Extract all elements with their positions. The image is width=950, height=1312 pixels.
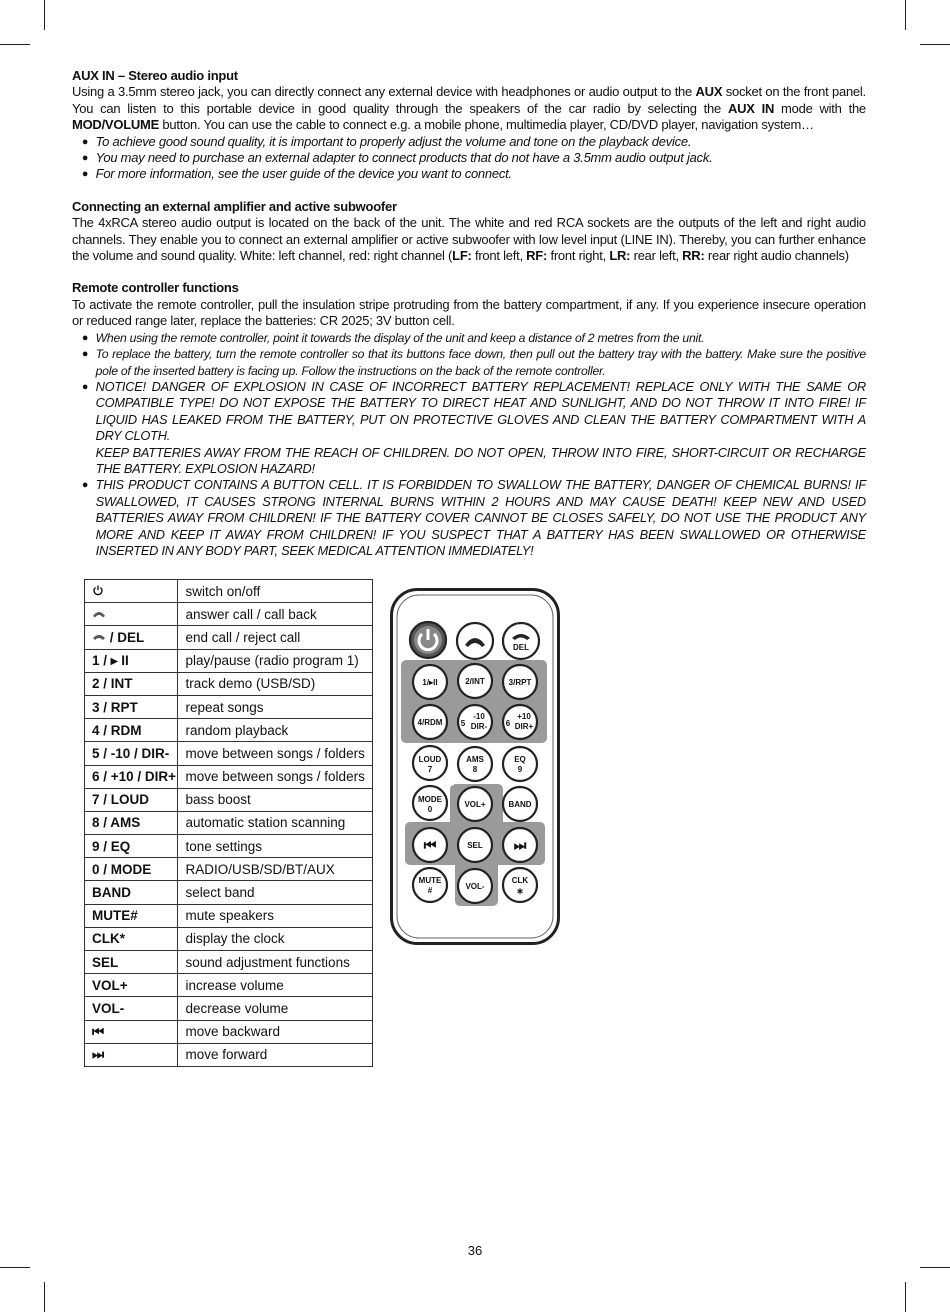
key-description: end call / reject call [178,626,373,649]
key-label: 2 / INT [92,676,133,692]
crop-mark [44,0,45,30]
svg-text:VOL+: VOL+ [464,800,486,809]
key-cell [85,672,178,695]
table-row [85,904,373,927]
key-description: select band [178,881,373,904]
table-row [85,626,373,649]
key-cell [85,881,178,904]
list-item: ● You may need to purchase an external adapter to connect products that do not have a 3.5mm audio output jack. [72,150,866,166]
key-cell [85,997,178,1020]
key-cell [85,1020,178,1043]
svg-text:CLK: CLK [511,876,529,885]
section-title: Connecting an external amplifier and active subwoofer [72,198,397,214]
key-label: ⏮ [92,1023,105,1039]
key-cell [85,649,178,672]
phone-hangup-icon [92,630,106,645]
key-label: VOL- [92,1000,125,1016]
table-row [85,1020,373,1043]
table-row [85,580,373,603]
key-description: move forward [178,1043,373,1066]
key-label: 5 / -10 / DIR- [92,745,170,761]
svg-text:9: 9 [517,765,523,774]
key-description: move backward [178,1020,373,1043]
svg-text:⏮: ⏮ [423,837,437,853]
table-row [85,974,373,997]
key-description: switch on/off [178,580,373,603]
table-row [85,649,373,672]
key-label: 9 / EQ [92,838,131,854]
key-cell [85,695,178,718]
list-item: ● THIS PRODUCT CONTAINS A BUTTON CELL. IT IS FORBIDDEN TO SWALLOW THE BATTERY, DANGER OF CHEMICAL BURNS! IF SWALLOWED, IT CAUSES STRONG INTERNAL BURNS WITHIN 2 HOURS AND MAY CAUSE DEATH! KEEP NEW AND USED BATTERIES AWAY FROM CHILDREN! IF THE BATTERY COVER CANNOT BE CLOSES SAFELY, DO NOT USE THE PRODUCT ANY MORE AND KEEP IT AWAY FROM CHILDREN! IF YOU SUSPECT THAT A BATTERY HAS BEEN SWALLOWED OR OTHERWISE INSERTED IN ANY BODY PART, SEEK MEDICAL ATTENTION IMMEDIATELY! [72,477,866,559]
key-label: 6 / +10 / DIR+ [92,769,177,785]
key-label: 0 / MODE [92,861,152,877]
table-row [85,951,373,974]
key-description: tone settings [178,835,373,858]
key-cell [85,580,178,603]
table-row [85,603,373,626]
key-description: random playback [178,719,373,742]
svg-text:BAND: BAND [508,800,532,809]
key-cell [85,835,178,858]
svg-text:#: # [427,886,433,895]
key-description: display the clock [178,927,373,950]
table-row [85,997,373,1020]
key-description: track demo (USB/SD) [178,672,373,695]
table-row [85,927,373,950]
key-description: bass boost [178,788,373,811]
svg-text:∗: ∗ [516,886,524,896]
key-description: automatic station scanning [178,811,373,834]
key-description: move between songs / folders [178,742,373,765]
key-description: answer call / call back [178,603,373,626]
key-label: 7 / LOUD [92,792,150,808]
svg-text:2/INT: 2/INT [465,677,485,686]
remote-control-image [390,588,560,945]
key-description: play/pause (radio program 1) [178,649,373,672]
key-cell [85,765,178,788]
svg-text:7: 7 [427,765,433,774]
key-cell [85,858,178,881]
svg-text:LOUD: LOUD [418,755,442,764]
svg-text:8: 8 [472,765,478,774]
key-label: VOL+ [92,977,128,993]
key-label: 4 / RDM [92,722,142,738]
document-body [72,68,866,575]
svg-text:+10: +10 [517,712,531,721]
key-label: SEL [92,954,119,970]
svg-text:6: 6 [505,719,511,728]
svg-text:MUTE: MUTE [418,876,442,885]
key-cell [85,788,178,811]
key-label: / DEL [106,629,145,645]
crop-mark [920,1267,950,1268]
svg-text:DIR-: DIR- [470,722,488,731]
key-cell [85,742,178,765]
paragraph: To activate the remote controller, pull the insulation stripe protruding from the battery compartment, if any. If you experience insecure operation or reduced range later, replace the batteries: CR 2025; 3V button cell. [72,296,866,329]
svg-text:-10: -10 [473,712,485,721]
section-title: Remote controller functions [72,280,239,296]
svg-text:SEL: SEL [467,841,483,850]
key-description: repeat songs [178,695,373,718]
list-item: ● For more information, see the user guide of the device you want to connect. [72,166,866,182]
key-cell [85,626,178,649]
table-row [85,835,373,858]
table-row [85,672,373,695]
svg-text:VOL-: VOL- [465,882,485,891]
key-cell [85,974,178,997]
table-row [85,858,373,881]
table-row [85,881,373,904]
table-row [85,719,373,742]
table-row [85,1043,373,1066]
remote-keys-table [84,579,373,1067]
crop-mark [905,1282,906,1312]
key-cell [85,927,178,950]
svg-text:4/RDM: 4/RDM [417,718,443,727]
bullet-list [72,330,866,560]
list-item: ● When using the remote controller, point it towards the display of the unit and keep a distance of 2 metres from the unit. [72,330,866,346]
key-cell [85,603,178,626]
page-number: 36 [467,1243,483,1258]
crop-mark [920,44,950,45]
section-remote [72,280,866,559]
table-row [85,742,373,765]
crop-mark [905,0,906,30]
key-description: increase volume [178,974,373,997]
key-label: ⏭ [92,1046,105,1062]
svg-text:3/RPT: 3/RPT [508,678,532,687]
table-row [85,811,373,834]
key-label: BAND [92,885,131,901]
list-item: ● To achieve good sound quality, it is important to properly adjust the volume and tone on the playback device. [72,134,866,150]
crop-mark [44,1282,45,1312]
key-label: 1 / ▸ II [92,652,129,668]
key-cell [85,951,178,974]
table-row [85,695,373,718]
section-amplifier [72,199,866,265]
key-cell [85,811,178,834]
key-label: 8 / AMS [92,815,141,831]
svg-text:DIR+: DIR+ [514,722,534,731]
list-item: ● To replace the battery, turn the remote controller so that its buttons face down, then pull out the battery tray with the battery. Make sure the positive pole of the inserted battery is facing up. Follow the instructions on the back of the remote controller. [72,346,866,379]
table-row [85,788,373,811]
svg-text:DEL: DEL [513,643,529,652]
crop-mark [0,1267,30,1268]
key-description: move between songs / folders [178,765,373,788]
section-aux-in [72,68,866,183]
svg-text:1/▸II: 1/▸II [422,678,438,687]
phone-answer-icon [92,607,106,622]
key-description: sound adjustment functions [178,951,373,974]
svg-text:5: 5 [460,719,466,728]
bullet-list [72,134,866,183]
key-description: mute speakers [178,904,373,927]
power-icon [92,584,104,599]
key-description: decrease volume [178,997,373,1020]
svg-text:EQ: EQ [514,755,526,764]
key-cell [85,1043,178,1066]
svg-text:AMS: AMS [466,755,484,764]
svg-text:⏭: ⏭ [513,837,527,853]
key-cell [85,904,178,927]
key-cell [85,719,178,742]
key-label: MUTE# [92,908,138,924]
section-title: AUX IN – Stereo audio input [72,68,238,83]
svg-text:MODE: MODE [418,795,442,804]
table-row [85,765,373,788]
key-description: RADIO/USB/SD/BT/AUX [178,858,373,881]
svg-text:0: 0 [427,805,433,814]
crop-mark [0,44,30,45]
list-item: ● NOTICE! DANGER OF EXPLOSION IN CASE OF INCORRECT BATTERY REPLACEMENT! REPLACE ONLY WITH THE SAME OR COMPATIBLE TYPE! DO NOT EXPOSE THE BATTERY TO DIRECT HEAT AND SUNLIGHT, AND DO NOT THROW IT INTO FIRE! IF LIQUID HAS LEAKED FROM THE BATTERY, PUT ON PROTECTIVE GLOVES AND CLEAN THE BATTERY COMPARTMENT WITH A DRY CLOTH. KEEP BATTERIES AWAY FROM THE REACH OF CHILDREN. DO NOT OPEN, THROW INTO FIRE, SHORT-CIRCUIT OR RECHARGE THE BATTERY. EXPLOSION HAZARD! [72,379,866,477]
paragraph: Using a 3.5mm stereo jack, you can directly connect any external device with headphones or audio output to the AUX socket on the front panel. You can listen to this portable device in good quality through the speakers of the car radio by selecting the AUX IN mode with the MOD/VOLUME button. You can use the cable to connect e.g. a mobile phone, multimedia player, CD/DVD player, navigation system… [72,84,866,133]
paragraph: The 4xRCA stereo audio output is located on the back of the unit. The white and red RCA sockets are the outputs of the left and right audio channels. They enable you to connect an external amplifier or active subwoofer with low level input (LINE IN). Thereby, you can further enhance the volume and sound quality. White: left channel, red: right channel (LF: front left, RF: front right, LR: rear left, RR: rear right audio channels) [72,215,866,264]
key-label: CLK* [92,931,125,947]
key-label: 3 / RPT [92,699,138,715]
